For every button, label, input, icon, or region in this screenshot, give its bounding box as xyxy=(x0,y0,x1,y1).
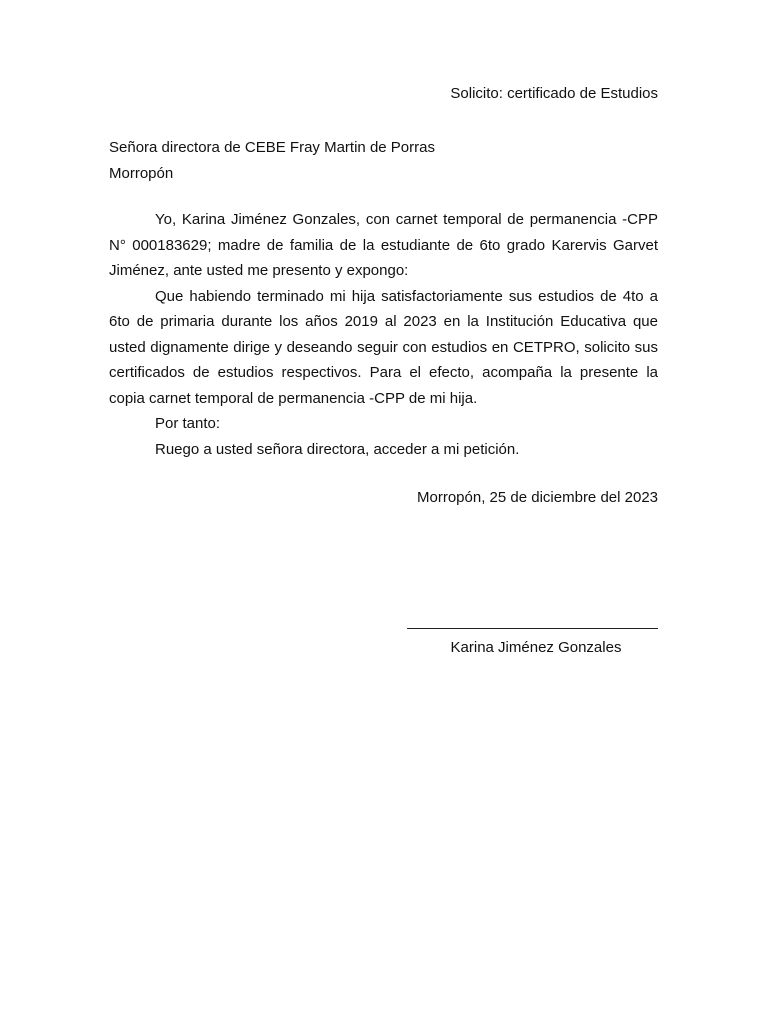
subject-line: Solicito: certificado de Estudios xyxy=(450,85,658,102)
signature-line xyxy=(407,628,658,629)
recipient-location: Morropón xyxy=(109,165,174,182)
paragraph-closing: Ruego a usted señora directora, acceder a mi petición. xyxy=(155,440,520,458)
paragraph-therefore: Por tanto: xyxy=(155,415,221,432)
paragraph-introduction: Yo, Karina Jiménez Gonzales, con carnet temporal de permanencia -CPP N° 000183629; madre de familia de la estudiante de 6to grado Karervis Garvet Jiménez, ante usted me presento y expongo: xyxy=(109,211,658,279)
recipient-name: Señora directora de CEBE Fray Martin de Porras xyxy=(109,139,435,156)
date-line: Morropón, 25 de diciembre del 2023 xyxy=(417,489,658,506)
signatory-name: Karina Jiménez Gonzales xyxy=(450,639,622,656)
recipient-block xyxy=(109,135,435,187)
paragraph-request: Que habiendo terminado mi hija satisfactoriamente sus estudios de 4to a 6to de primaria durante los años 2019 al 2023 en la Institución Educativa que usted dignamente dirige y deseando seguir con estudios en CETPRO, solicito sus certificados de estudios respectivos. Para el efecto, acompaña la presente la copia carnet temporal de permanencia -CPP de mi hija. xyxy=(109,287,658,407)
letter-body xyxy=(109,207,658,462)
